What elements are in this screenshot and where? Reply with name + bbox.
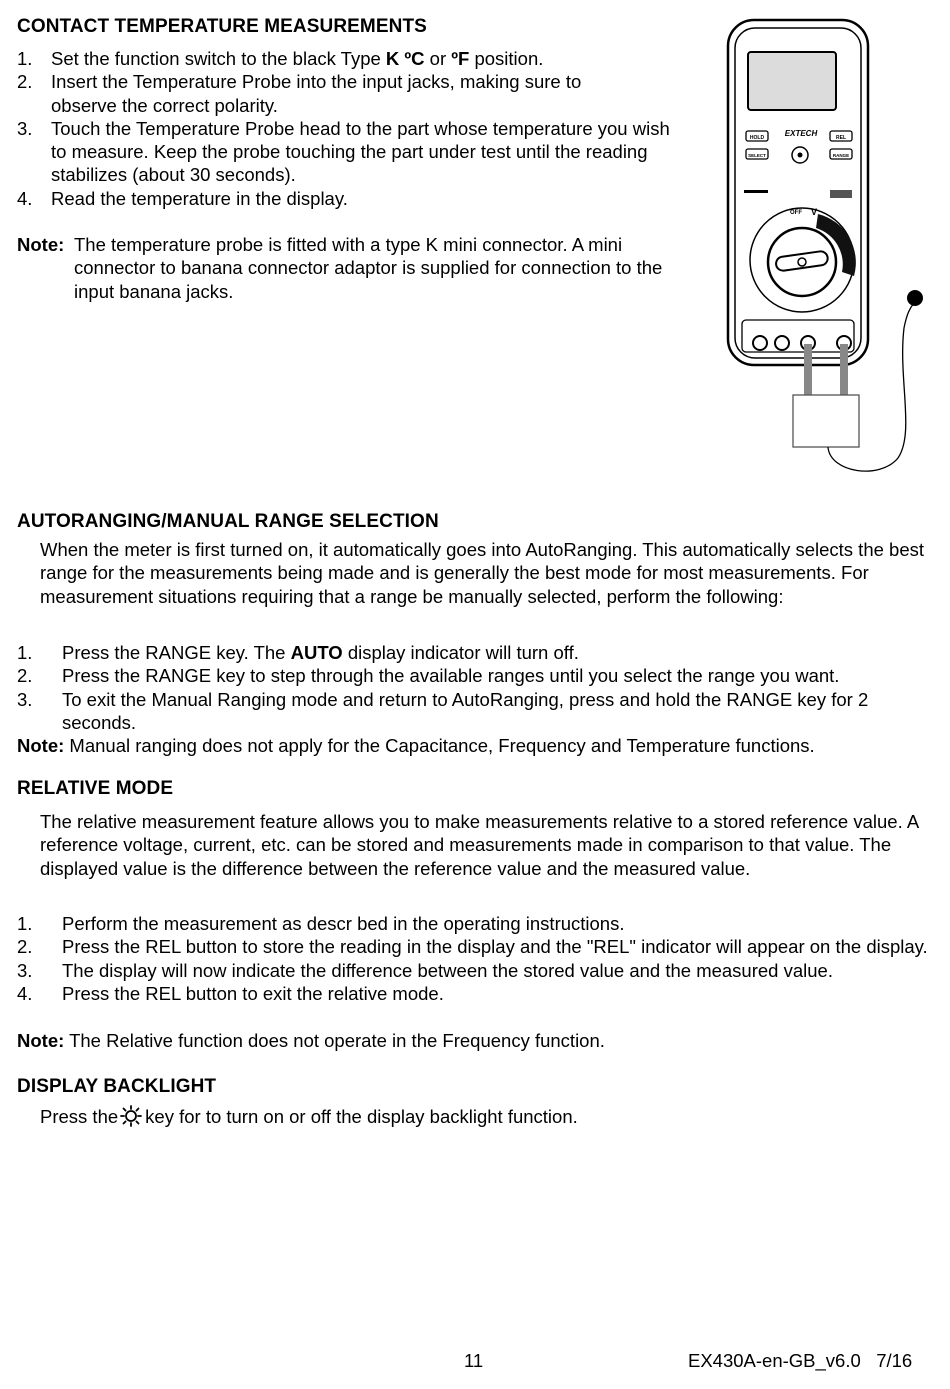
contact-steps-list (17, 47, 687, 210)
probe-lead (804, 344, 812, 396)
step-text: To exit the Manual Ranging mode and return to AutoRanging, press and hold the RANGE key for 2 seconds. (62, 688, 869, 733)
step-number: 2. (17, 71, 33, 93)
relative-note (17, 1029, 937, 1052)
step-text: Perform the measurement as descr bed in the operating instructions. (62, 913, 625, 934)
document-id: EX430A-en-GB_v6.0 7/16 (688, 1350, 913, 1371)
list-item (17, 70, 651, 117)
list-item (17, 935, 937, 958)
step-bold: ºF (451, 48, 470, 69)
step-text: or (424, 48, 452, 69)
meter-off-label: OFF (790, 210, 802, 216)
step-number: 2. (17, 665, 33, 687)
autoranging-heading: AUTORANGING/MANUAL RANGE SELECTION (17, 511, 439, 532)
step-text: Press the REL button to store the reading in the display and the "REL" indicator will appear on the display. (62, 936, 928, 958)
step-number: 1. (17, 642, 33, 663)
select-button-label: SELECT (748, 153, 766, 158)
backlight-text-after: key for to turn on or off the display backlight function. (145, 1106, 578, 1127)
step-text: Read the temperature in the display. (51, 187, 348, 209)
probe-lead (840, 344, 848, 396)
note-label: Note: (17, 1030, 65, 1051)
list-item (17, 641, 937, 664)
page-number: 11 (464, 1350, 484, 1371)
autoranging-note (17, 734, 937, 757)
note-label: Note: (17, 735, 65, 756)
range-button-label: RANGE (832, 153, 850, 158)
relative-steps-list (17, 912, 937, 1005)
list-item (17, 959, 937, 982)
rel-button-label: REL (836, 135, 846, 141)
banana-adaptor (793, 395, 859, 447)
probe-bead (907, 290, 923, 306)
step-text: Insert the Temperature Probe into the input jacks, making sure to observe the correct polarity. (51, 71, 582, 116)
note-label: Note: (17, 234, 65, 255)
display-backlight-text (40, 1105, 935, 1132)
dial-center-dot (798, 258, 806, 266)
step-number: 1. (17, 48, 33, 69)
list-item (17, 688, 937, 735)
list-item (17, 117, 687, 187)
auto-indicator-bold: AUTO (290, 642, 343, 663)
step-text: Set the function switch to the black Type (51, 48, 386, 69)
autoranging-intro: When the meter is first turned on, it automatically goes into AutoRanging. This automatically selects the best range for the measurements being made and is generally the best mode for most measurements. For measurement situations requiring that a range be manually selected, perform the following: (40, 539, 924, 607)
relative-mode-intro: The relative measurement feature allows you to make measurements relative to a stored reference value. A reference voltage, current, etc. can be stored and measurements made in comparison to that value. The displayed value is the difference between the reference value and the measured value. (40, 811, 919, 879)
note-text: Manual ranging does not apply for the Capacitance, Frequency and Temperature functions. (69, 735, 815, 756)
step-number: 1. (17, 913, 33, 934)
step-text: Touch the Temperature Probe head to the part whose temperature you wish to measure. Keep the probe touching the part under test until the reading stabilizes (about 30 seconds). (51, 117, 670, 186)
step-text: Press the RANGE key. The (62, 642, 291, 663)
meter-jack (753, 336, 767, 350)
step-number: 2. (17, 936, 33, 958)
step-text: The display will now indicate the difference between the stored value and the measured value. (62, 959, 833, 981)
step-bold: K ºC (385, 48, 425, 69)
step-number: 4. (17, 187, 33, 209)
hold-button-label: HOLD (749, 135, 765, 141)
backlight-text-before: Press the (40, 1106, 119, 1127)
backlight-button-dot (798, 153, 803, 158)
list-item (17, 664, 937, 687)
multimeter-illustration (720, 18, 935, 483)
list-item (17, 187, 687, 210)
step-number: 3. (17, 117, 33, 139)
step-text: display indicator will turn off. (342, 642, 579, 663)
meter-jack (775, 336, 789, 350)
step-text: Press the RANGE key to step through the available ranges until you select the range you want. (62, 665, 840, 687)
step-number: 3. (17, 959, 33, 981)
display-backlight-heading: DISPLAY BACKLIGHT (17, 1076, 217, 1097)
list-item (17, 912, 937, 935)
meter-v-label: V (811, 207, 818, 217)
step-number: 4. (17, 982, 33, 1004)
meter-lcd-display (748, 52, 836, 110)
step-text: Press the REL button to exit the relative mode. (62, 982, 444, 1004)
backlight-sun-icon (120, 1105, 142, 1132)
list-item (17, 47, 687, 70)
relative-mode-heading: RELATIVE MODE (17, 778, 174, 799)
contact-note (17, 233, 687, 303)
note-text: The Relative function does not operate in the Frequency function. (69, 1030, 605, 1051)
meter-label-strip (830, 190, 852, 198)
note-text: The temperature probe is fitted with a type K mini connector. A mini connector to banana connector adaptor is supplied for connection to the input banana jacks. (74, 234, 663, 302)
meter-label-strip (744, 190, 768, 193)
step-number: 3. (17, 688, 33, 710)
step-text: position. (469, 48, 544, 69)
meter-brand: EXTECH (784, 129, 818, 138)
autoranging-steps-list (17, 641, 937, 734)
list-item (17, 982, 937, 1005)
contact-temperature-heading: CONTACT TEMPERATURE MEASUREMENTS (17, 16, 427, 37)
